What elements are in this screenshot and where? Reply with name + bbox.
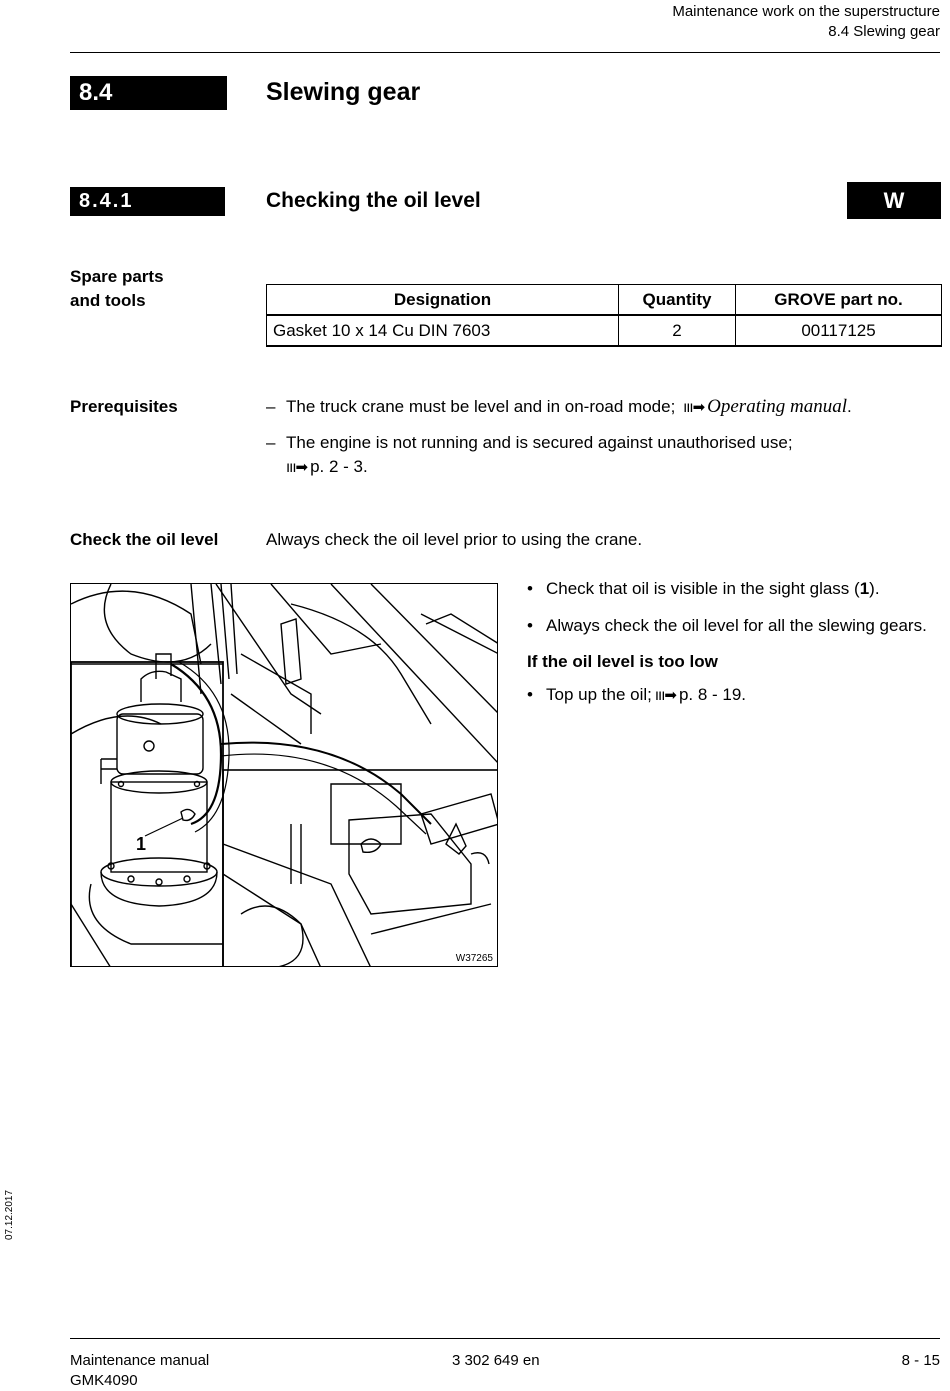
list-item: – The engine is not running and is secured against unauthorised use; ııı➡ p. 2 - 3. <box>266 433 793 476</box>
column-header-quantity: Quantity <box>619 285 736 316</box>
figure-callout-1: 1 <box>136 834 147 854</box>
spare-parts-label: Spare parts and tools <box>70 267 164 310</box>
reference-arrow-icon: ııı➡ <box>286 458 308 476</box>
reference-link[interactable]: p. 8 - 19. <box>678 685 747 704</box>
footer-model: GMK4090 <box>70 1372 138 1389</box>
section-title: Slewing gear <box>266 78 421 106</box>
interval-badge: W <box>847 182 941 219</box>
header-rule <box>70 52 940 53</box>
section-number: 8.4 <box>70 76 227 110</box>
subsection-number: 8.4.1 <box>70 187 225 216</box>
list-item: • Top up the oil; ııı➡ p. 8 - 19. <box>527 685 747 704</box>
cell-quantity: 2 <box>619 315 736 346</box>
prerequisites-label: Prerequisites <box>70 397 178 416</box>
prerequisites-list <box>266 395 946 479</box>
check-instructions <box>527 577 942 707</box>
header-section: 8.4 Slewing gear <box>828 23 940 40</box>
check-label: Check the oil level <box>70 530 219 549</box>
spare-parts-table <box>266 284 942 347</box>
running-header <box>672 2 940 42</box>
figure-code: W37265 <box>455 953 493 964</box>
list-item: • Always check the oil level for all the slewing gears. <box>527 616 927 635</box>
footer-left <box>70 1351 209 1391</box>
column-header-part-no: GROVE part no. <box>736 285 942 316</box>
subsection-title: Checking the oil level <box>266 189 481 212</box>
column-header-designation: Designation <box>267 285 619 316</box>
check-intro: Always check the oil level prior to using the crane. <box>266 530 643 549</box>
reference-link[interactable]: Operating manual <box>707 396 847 417</box>
footer-manual: Maintenance manual <box>70 1352 210 1369</box>
slewing-gear-illustration <box>70 583 498 967</box>
list-item: • Check that oil is visible in the sight glass (1). <box>527 579 880 598</box>
table-row <box>267 315 942 346</box>
footer-rule <box>70 1338 940 1339</box>
table-header-row <box>267 285 942 316</box>
cell-part-no: 00117125 <box>736 315 942 346</box>
footer-doc-number: 3 302 649 en <box>452 1352 540 1369</box>
footer-page-number: 8 - 15 <box>901 1352 940 1369</box>
header-chapter: Maintenance work on the superstructure <box>672 3 940 20</box>
oil-low-heading: If the oil level is too low <box>527 652 718 671</box>
reference-arrow-icon: ııı➡ <box>683 398 705 416</box>
reference-arrow-icon: ııı➡ <box>654 686 676 704</box>
cell-designation: Gasket 10 x 14 Cu DIN 7603 <box>267 315 619 346</box>
side-date: 07.12.2017 <box>4 1189 15 1240</box>
spare-parts-table-wrap <box>266 284 942 347</box>
list-item: – The truck crane must be level and in on-road mode; ııı➡ Operating manual. <box>266 396 852 417</box>
reference-link[interactable]: p. 2 - 3. <box>310 457 368 476</box>
